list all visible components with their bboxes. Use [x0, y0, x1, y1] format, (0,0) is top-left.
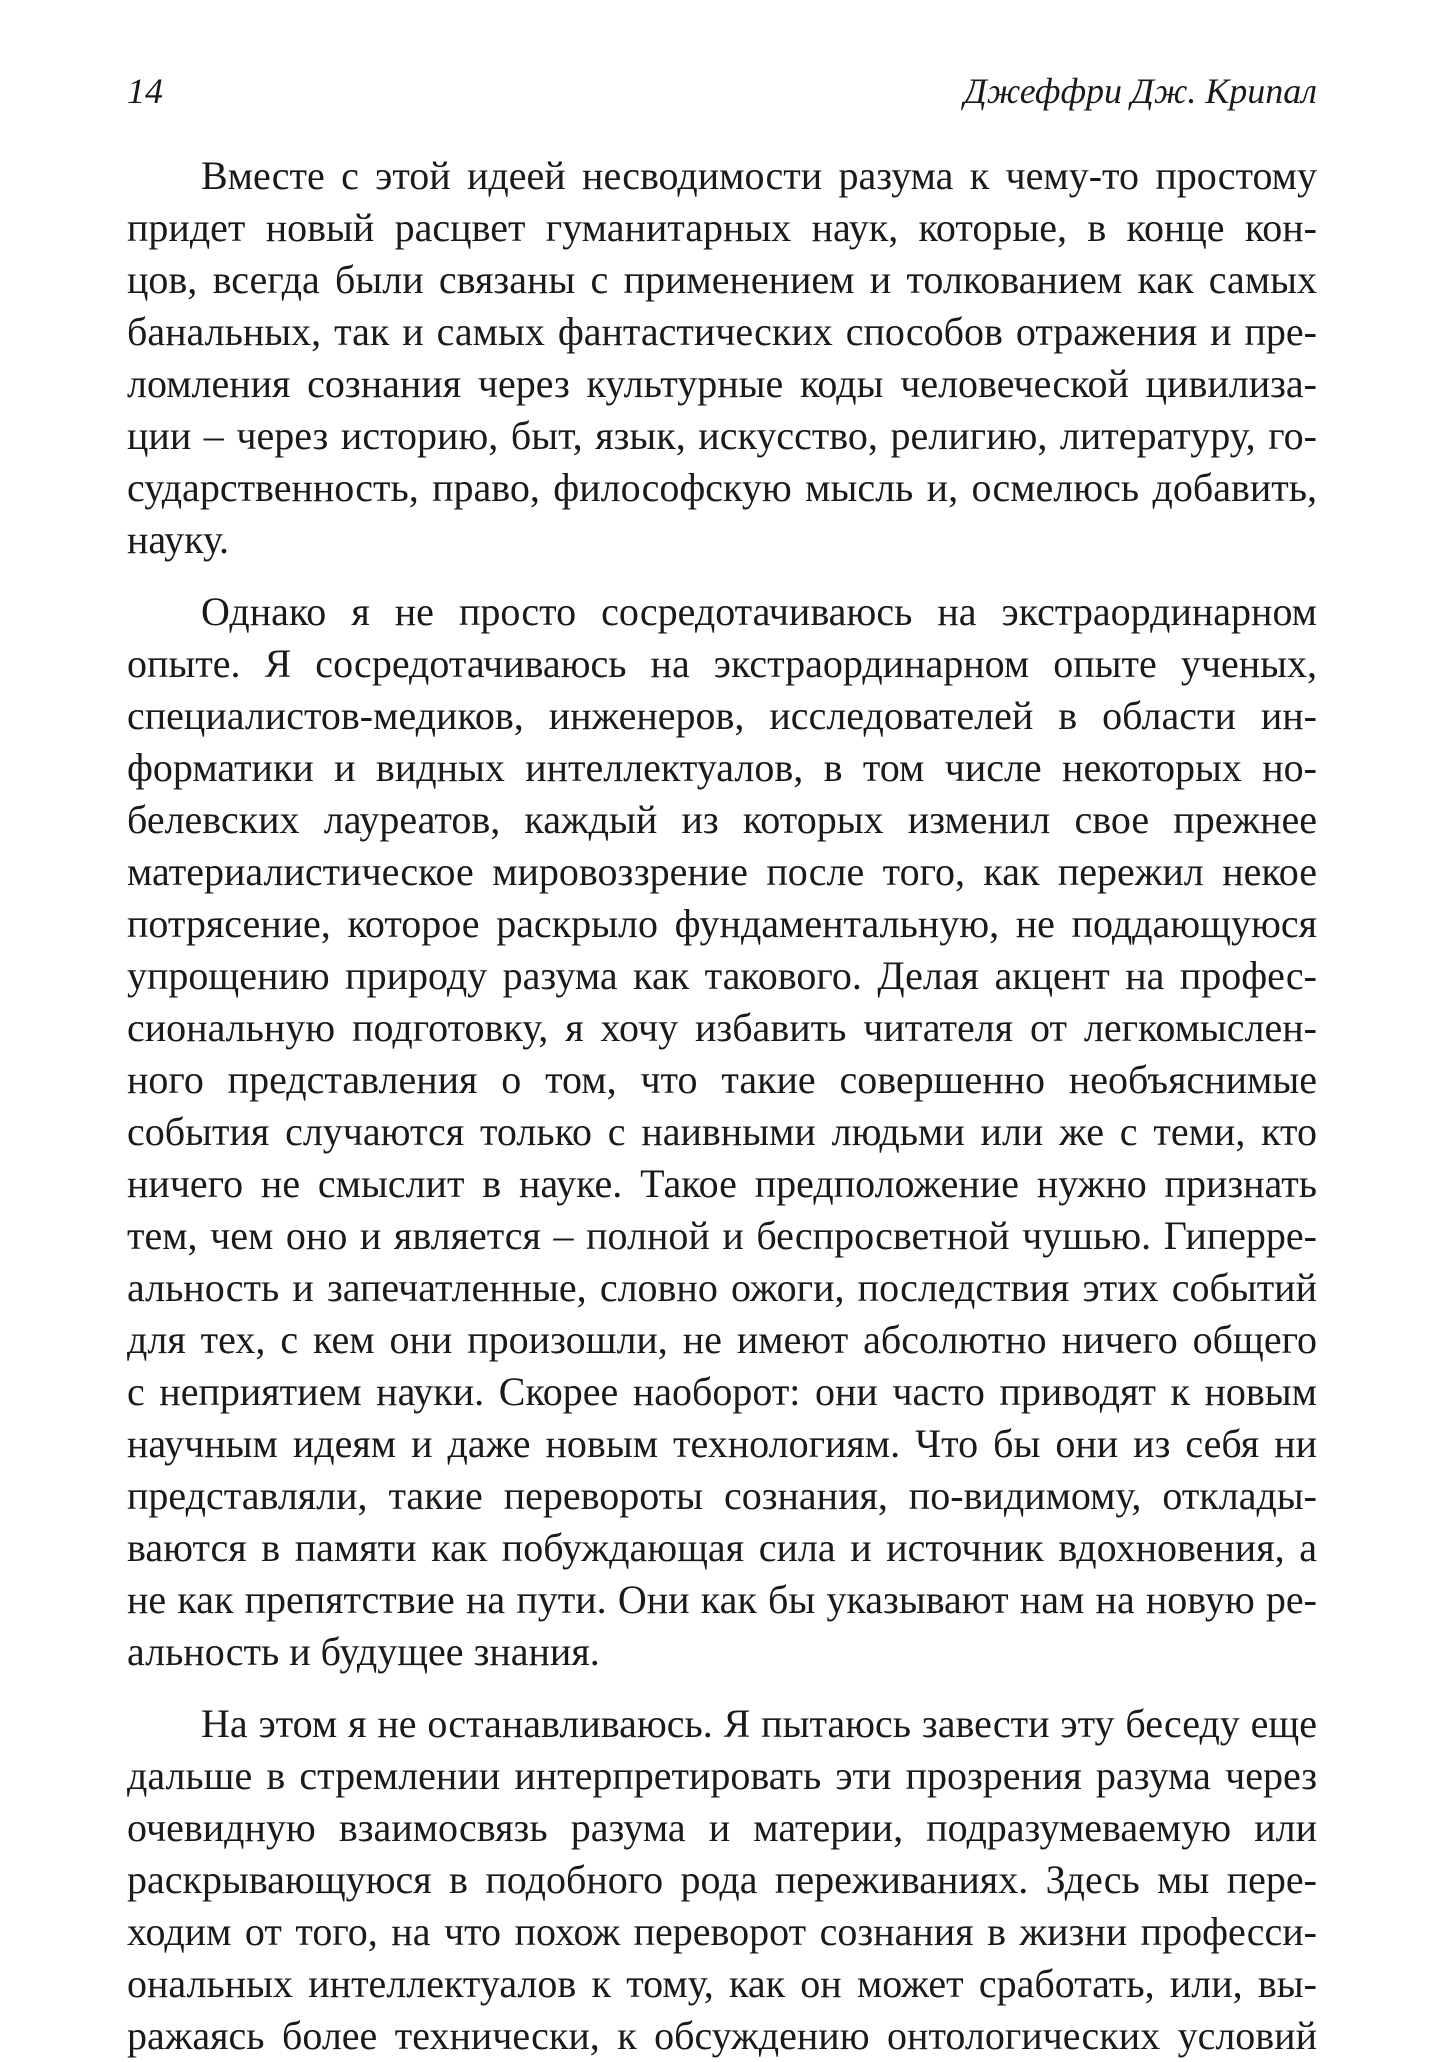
- text-line: ваются в памяти как побуждающая сила и источник вдохновения, а: [127, 1525, 1317, 1570]
- text-line: альность и запечатленные, словно ожоги, последствия этих событий: [127, 1265, 1317, 1310]
- text-line: На этом я не останавливаюсь. Я пытаюсь завести эту беседу еще: [201, 1701, 1317, 1746]
- text-line: опыте. Я сосредотачиваюсь на экстраординарном опыте ученых,: [127, 641, 1317, 686]
- text-line: ного представления о том, что такие совершенно необъяснимые: [127, 1057, 1317, 1102]
- text-line: не как препятствие на пути. Они как бы указывают нам на новую ре-: [127, 1577, 1317, 1622]
- paragraph: [127, 586, 1317, 1678]
- text-line: сударственность, право, философскую мысль и, осмелюсь добавить,: [127, 465, 1317, 510]
- text-line: очевидную взаимосвязь разума и материи, подразумеваемую или: [127, 1805, 1317, 1850]
- text-line: альность и будущее знания.: [127, 1629, 600, 1674]
- text-line: потрясение, которое раскрыло фундаментальную, не поддающуюся: [127, 901, 1317, 946]
- text-line: придет новый расцвет гуманитарных наук, которые, в конце кон-: [127, 205, 1317, 250]
- text-line: специалистов-медиков, инженеров, исследователей в области ин-: [127, 693, 1317, 738]
- text-line: тем, чем оно и является – полной и беспросветной чушью. Гиперре-: [127, 1213, 1317, 1258]
- text-line: упрощению природу разума как такового. Делая акцент на профес-: [127, 953, 1317, 998]
- paragraph-spacing: [127, 566, 1317, 586]
- text-line: представляли, такие перевороты сознания, по-видимому, отклады-: [127, 1473, 1317, 1518]
- text-line: с неприятием науки. Скорее наоборот: они часто приводят к новым: [127, 1369, 1317, 1414]
- text-line: ции – через историю, быт, язык, искусство, религию, литературу, го-: [127, 413, 1317, 458]
- running-header: [127, 66, 1317, 116]
- paragraph: [127, 150, 1317, 566]
- paragraph: [127, 1698, 1317, 2062]
- text-line: дальше в стремлении интерпретировать эти прозрения разума через: [127, 1753, 1317, 1798]
- text-line: материалистическое мировоззрение после того, как пережил некое: [127, 849, 1317, 894]
- text-line: форматики и видных интеллектуалов, в том числе некоторых но-: [127, 745, 1317, 790]
- page-number: 14: [127, 71, 163, 111]
- text-line: белевских лауреатов, каждый из которых изменил свое прежнее: [127, 797, 1317, 842]
- running-head-author: Джеффри Дж. Крипал: [963, 71, 1317, 111]
- text-line: цов, всегда были связаны с применением и толкованием как самых: [127, 257, 1317, 302]
- text-line: сиональную подготовку, я хочу избавить читателя от легкомыслен-: [127, 1005, 1317, 1050]
- text-line: ходим от того, на что похож переворот сознания в жизни професси-: [127, 1909, 1317, 1954]
- text-line: банальных, так и самых фантастических способов отражения и пре-: [127, 309, 1317, 354]
- text-line: науку.: [127, 517, 229, 562]
- text-line: события случаются только с наивными людьми или же с теми, кто: [127, 1109, 1317, 1154]
- text-line: ональных интеллектуалов к тому, как он может сработать, или, вы-: [127, 1961, 1317, 2006]
- body-text: [127, 150, 1317, 2062]
- text-line: ражаясь более технически, к обсуждению онтологических условий: [127, 2013, 1317, 2058]
- text-line: Вместе с этой идеей несводимости разума к чему-то простому: [201, 153, 1317, 198]
- text-line: ничего не смыслит в науке. Такое предположение нужно признать: [127, 1161, 1317, 1206]
- text-line: ломления сознания через культурные коды человеческой цивилиза-: [127, 361, 1317, 406]
- paragraph-spacing: [127, 1678, 1317, 1698]
- text-line: для тех, с кем они произошли, не имеют абсолютно ничего общего: [127, 1317, 1317, 1362]
- text-line: Однако я не просто сосредотачиваюсь на экстраординарном: [201, 589, 1317, 634]
- text-line: научным идеям и даже новым технологиям. Что бы они из себя ни: [127, 1421, 1317, 1466]
- text-line: раскрывающуюся в подобного рода переживаниях. Здесь мы пере-: [127, 1857, 1317, 1902]
